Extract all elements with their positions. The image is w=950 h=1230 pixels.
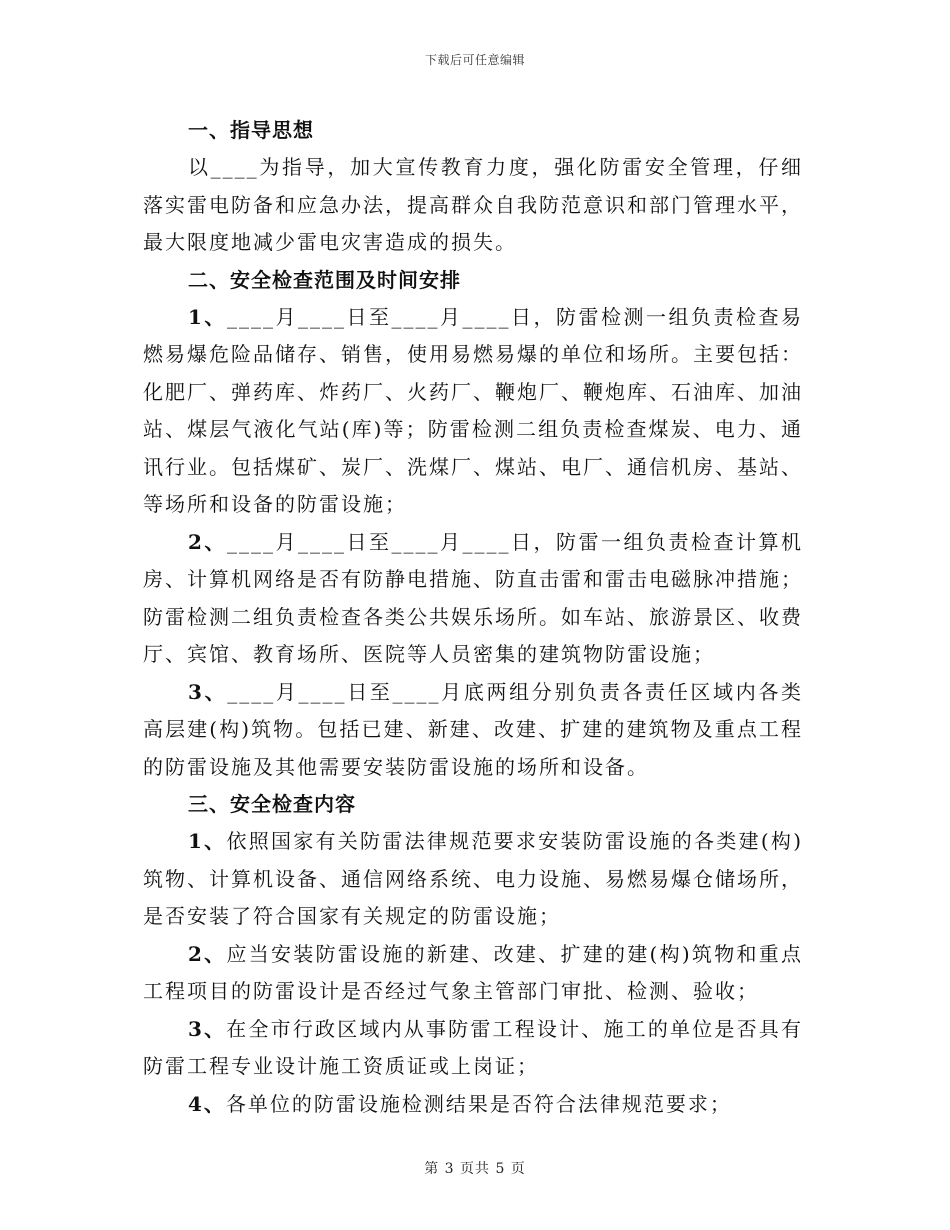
paragraph-text: 在全市行政区域内从事防雷工程设计、施工的单位是否具有防雷工程专业设计施工资质证或上岗证； <box>143 1016 803 1078</box>
paragraph-text: 各单位的防雷设施检测结果是否符合法律规范要求； <box>225 1091 732 1116</box>
paragraph <box>143 674 803 787</box>
paragraph-number: 2、 <box>188 941 227 966</box>
section-heading: 二、安全检查范围及时间安排 <box>188 267 461 292</box>
page-header-note: 下载后可任意编辑 <box>424 53 525 67</box>
paragraph-text: 以____为指导，加大宣传教育力度，强化防雷安全管理，仔细落实雷电防备和应急办法，提高群众自我防范意识和部门管理水平，最大限度地减少雷电灾害造成的损失。 <box>143 155 803 254</box>
paragraph-number: 2、 <box>188 529 227 554</box>
paragraph-text: 应当安装防雷设施的新建、改建、扩建的建(构)筑物和重点工程项目的防雷设计是否经过气象主管部门审批、检测、验收； <box>143 941 803 1003</box>
paragraph <box>143 936 803 1011</box>
paragraph-text: ____月____日至____月____日，防雷一组负责检查计算机房、计算机网络是否有防静电措施、防直击雷和雷击电磁脉冲措施；防雷检测二组负责检查各类公共娱乐场所。如车站、旅游景区、收费厅、宾馆、教育场所、医院等人员密集的建筑物防雷设施； <box>143 529 804 666</box>
paragraph <box>143 149 803 262</box>
paragraph-text: ____月____日至____月____日，防雷检测一组负责检查易燃易爆危险品储存、销售，使用易燃易爆的单位和场所。主要包括：化肥厂、弹药库、炸药厂、火药厂、鞭炮厂、鞭炮库、石油库、加油站、煤层气液化气站(库)等；防雷检测二组负责检查煤炭、电力、通讯行业。包括煤矿、炭厂、洗煤厂、煤站、电厂、通信机房、基站、等场所和设备的防雷设施； <box>143 304 804 516</box>
paragraph-text: 依照国家有关防雷法律规范要求安装防雷设施的各类建(构)筑物、计算机设备、通信网络系统、电力设施、易燃易爆仓储场所，是否安装了符合国家有关规定的防雷设施； <box>143 829 803 928</box>
paragraph-number: 1、 <box>188 304 227 329</box>
paragraph <box>143 299 803 524</box>
paragraph-number: 1、 <box>188 829 227 853</box>
document-body <box>143 112 803 1123</box>
paragraph-text: ____月____日至____月底两组分别负责各责任区域内各类高层建(构)筑物。包括已建、新建、改建、扩建的建筑物及重点工程的防雷设施及其他需要安装防雷设施的场所和设备。 <box>143 679 804 779</box>
section-heading: 一、指导思想 <box>188 118 314 142</box>
paragraph-number: 3、 <box>188 679 228 704</box>
page-footer: 第 3 页共 5 页 <box>424 1161 526 1177</box>
section-heading: 三、安全检查内容 <box>188 792 356 816</box>
paragraph-number: 4、 <box>188 1091 226 1116</box>
paragraph-number: 3、 <box>188 1016 227 1041</box>
paragraph <box>143 1011 803 1086</box>
paragraph <box>143 524 803 674</box>
paragraph <box>143 1086 803 1124</box>
paragraph <box>143 823 803 936</box>
